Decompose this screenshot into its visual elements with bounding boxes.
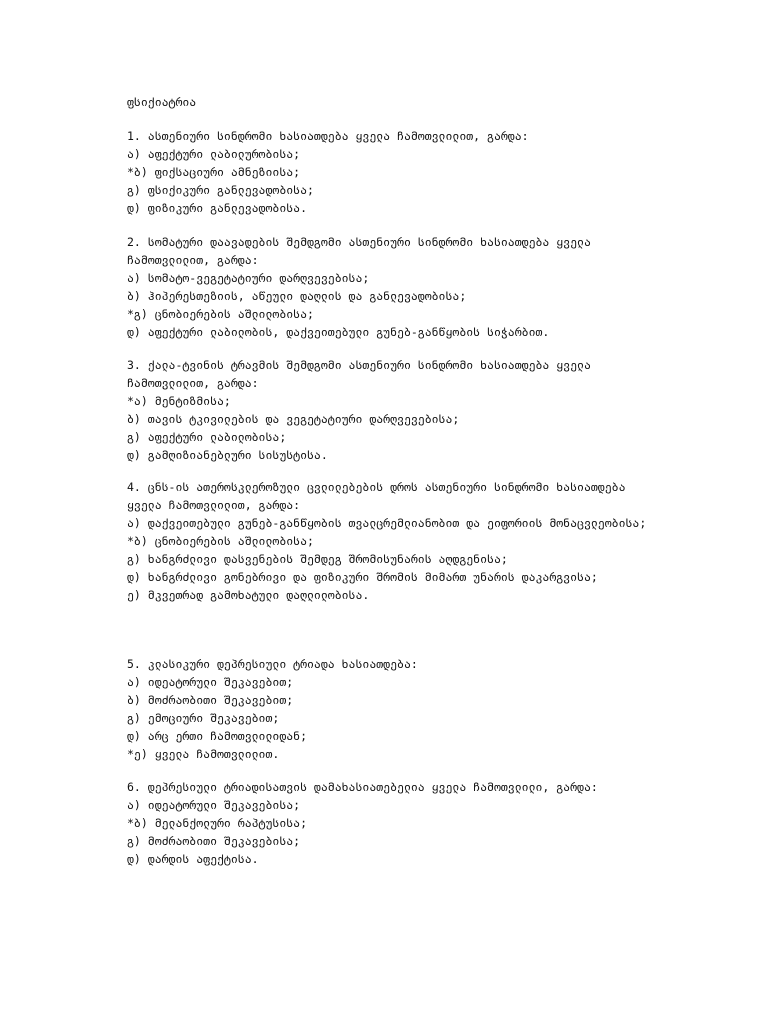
question-1	[127, 127, 647, 217]
answer-option: გ) ემოციური შეკავებით;	[127, 711, 280, 725]
question-text: 3. ქალა-ტვინის ტრავმის შემდგომი ასთენიური სინდრომი ხასიათდება ყველა ჩამოთვლილით, გარდა:	[127, 358, 598, 390]
answer-option: ა) აფექტური ლაბილურობისა;	[127, 147, 301, 161]
question-text: 6. დეპრესიული ტრიადისათვის დამახასიათებელია ყველა ჩამოთვლილი, გარდა:	[127, 780, 598, 794]
question-6	[127, 778, 647, 868]
answer-option: *ბ) მელანქოლური რაპტუსისა;	[127, 816, 308, 830]
answer-option: დ) არც ერთი ჩამოთვლილიდან;	[127, 729, 308, 743]
document-title: ფსიქიატრია	[127, 95, 197, 109]
answer-option: გ) ხანგრძლივი დასვენების შემდეგ შრომისუნარის აღდგენისა;	[127, 552, 508, 566]
question-3	[127, 356, 647, 464]
answer-option: გ) ფსიქიკური განლევადობისა;	[127, 183, 314, 197]
answer-option: დ) გამღიზიანებლური სისუსტისა.	[127, 448, 328, 462]
answer-option: ა) იდეატორული შეკავებით;	[127, 675, 294, 689]
answer-option: დ) ხანგრძლივი გონებრივი და ფიზიკური შრომის მიმართ უნარის დაკარგვისა;	[127, 570, 598, 584]
answer-option: ე) მკვეთრად გამოხატული დაღლილობისა.	[127, 588, 370, 602]
answer-option: დ) აფექტური ლაბილობის, დაქვეითებული გუნებ-განწყობის სიჭარბით.	[127, 325, 550, 339]
question-text: 2. სომატური დაავადების შემდგომი ასთენიური სინდრომი ხასიათდება ყველა ჩამოთვლილით, გარდა:	[127, 235, 598, 267]
answer-option: დ) ფიზიკური განლევადობისა.	[127, 201, 308, 215]
answer-option: ა) დაქვეითებული გუნებ-განწყობის თვალცრემლიანობით და ეიფორიის მონაცვლეობისა;	[127, 516, 647, 530]
question-text: 4. ცნს-ის ათეროსკლეროზული ცვლილებების დროს ასთენიური სინდრომი ხასიათდება ყველა ჩამოთვლილით, გარდა:	[127, 480, 633, 512]
answer-option: გ) აფექტური ლაბილობისა;	[127, 430, 287, 444]
answer-option: *ბ) ფიქსაციური ამნეზიისა;	[127, 165, 301, 179]
answer-option: *გ) ცნობიერების აშლილობისა;	[127, 307, 314, 321]
answer-option: *ბ) ცნობიერების აშლილობისა;	[127, 534, 314, 548]
question-4	[127, 478, 647, 604]
answer-option: ბ) მოძრაობითი შეკავებით;	[127, 693, 294, 707]
question-2	[127, 233, 647, 341]
answer-option: დ) დარდის აფექტისა.	[127, 852, 259, 866]
question-text: 5. კლასიკური დეპრესიული ტრიადა ხასიათდება:	[127, 657, 418, 671]
answer-option: *ე) ყველა ჩამოთვლილით.	[127, 747, 280, 761]
answer-option: ა) სომატო-ვეგეტატიური დარღვევებისა;	[127, 271, 370, 285]
answer-option: ა) იდეატორული შეკავებისა;	[127, 798, 301, 812]
question-text: 1. ასთენიური სინდრომი ხასიათდება ყველა ჩამოთვლილით, გარდა:	[127, 129, 529, 143]
answer-option: გ) მოძრაობითი შეკავებისა;	[127, 834, 301, 848]
answer-option: *ა) მენტიზმისა;	[127, 394, 231, 408]
answer-option: ბ) ჰიპერესთეზიის, აწეული დაღლის და განლევადობისა;	[127, 289, 467, 303]
answer-option: ბ) თავის ტკივილების და ვეგეტატიური დარღვევებისა;	[127, 412, 460, 426]
question-5	[127, 655, 647, 763]
